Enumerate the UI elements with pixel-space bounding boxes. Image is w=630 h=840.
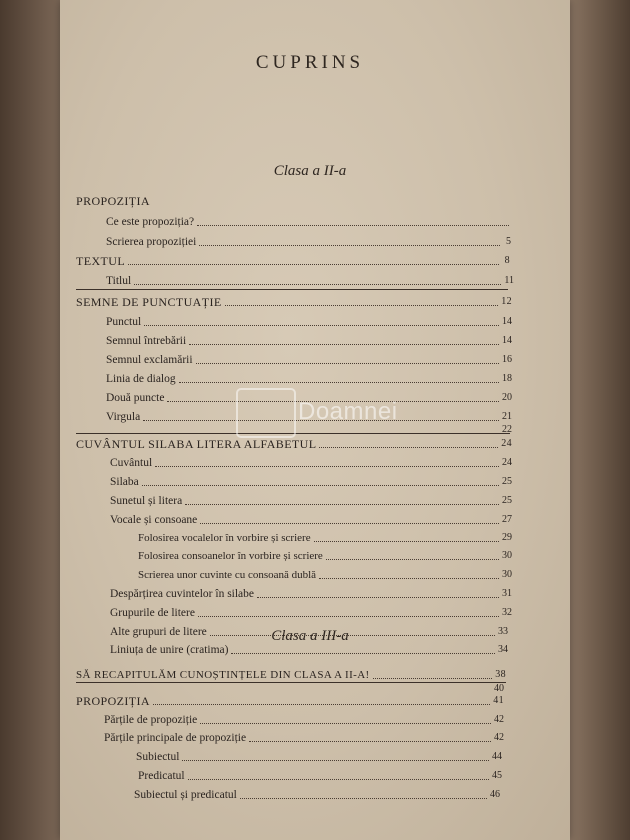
toc-entry: SĂ RECAPITULĂM CUNOȘTINȚELE DIN CLASA A II-A! 38 <box>76 669 506 681</box>
toc-entry: Despărțirea cuvintelor în silabe 31 <box>110 588 512 600</box>
watermark-text: Doamnei <box>298 398 398 425</box>
toc-entry: Punctul 14 <box>106 316 512 328</box>
toc-entry: Cuvântul 24 <box>110 457 512 469</box>
toc-entry: PROPOZIȚIA 41 <box>76 694 504 708</box>
toc-entry: Vocale și consoane 27 <box>110 514 512 526</box>
toc-entry: Grupurile de litere 32 <box>110 607 512 619</box>
toc-entry: Alte grupuri de litere 33 <box>110 626 508 638</box>
toc-entry: Sunetul și litera 25 <box>110 495 512 507</box>
divider <box>76 289 508 290</box>
toc-entry: Părțile principale de propoziție 42 <box>104 732 504 744</box>
divider <box>76 682 506 683</box>
section-heading-clasa-2: Clasa a II-a <box>273 163 347 179</box>
section-heading-clasa-3: Clasa a III-a <box>271 628 349 644</box>
toc-entry: Două puncte 20 <box>106 392 512 404</box>
toc-entry: Titlul 11 <box>106 275 514 287</box>
toc-entry: Linia de dialog 18 <box>106 373 512 385</box>
toc-entry: CUVÂNTUL SILABA LITERA ALFABETUL 24 <box>76 437 512 451</box>
toc-entry: Predicatul 45 <box>138 770 502 782</box>
toc-entry: 40 <box>494 683 504 694</box>
toc-entry: Silaba 25 <box>110 476 512 488</box>
toc-entry: SEMNE DE PUNCTUAȚIE 12 <box>76 295 512 309</box>
toc-entry: Subiectul 44 <box>136 751 502 763</box>
toc-entry: Subiectul și predicatul 46 <box>134 789 500 801</box>
toc-entry: Semnul întrebării 14 <box>106 335 512 347</box>
toc-entry: PROPOZIȚIA <box>76 194 151 208</box>
toc-entry: 22 <box>502 424 512 435</box>
toc-entry: Liniuța de unire (cratima) 34 <box>110 644 508 656</box>
toc-entry: Ce este propoziția? <box>106 213 520 229</box>
watermark-logo <box>236 388 296 438</box>
toc-entry: Părțile de propoziție 42 <box>104 714 504 726</box>
toc-entry: Scrierea propoziției 5 <box>106 236 511 248</box>
toc-entry: Semnul exclamării 16 <box>106 354 512 366</box>
toc-entry: Scrierea unor cuvinte cu consoană dublă 30 <box>138 569 512 581</box>
toc-entry: Virgula 21 <box>106 411 512 423</box>
toc-entry: Folosirea consoanelor în vorbire și scriere 30 <box>138 550 512 562</box>
toc-entry: Folosirea vocalelor în vorbire și scriere 29 <box>138 532 512 544</box>
page-title: CUPRINS <box>255 52 365 73</box>
toc-entry: TEXTUL 8 <box>76 254 510 268</box>
